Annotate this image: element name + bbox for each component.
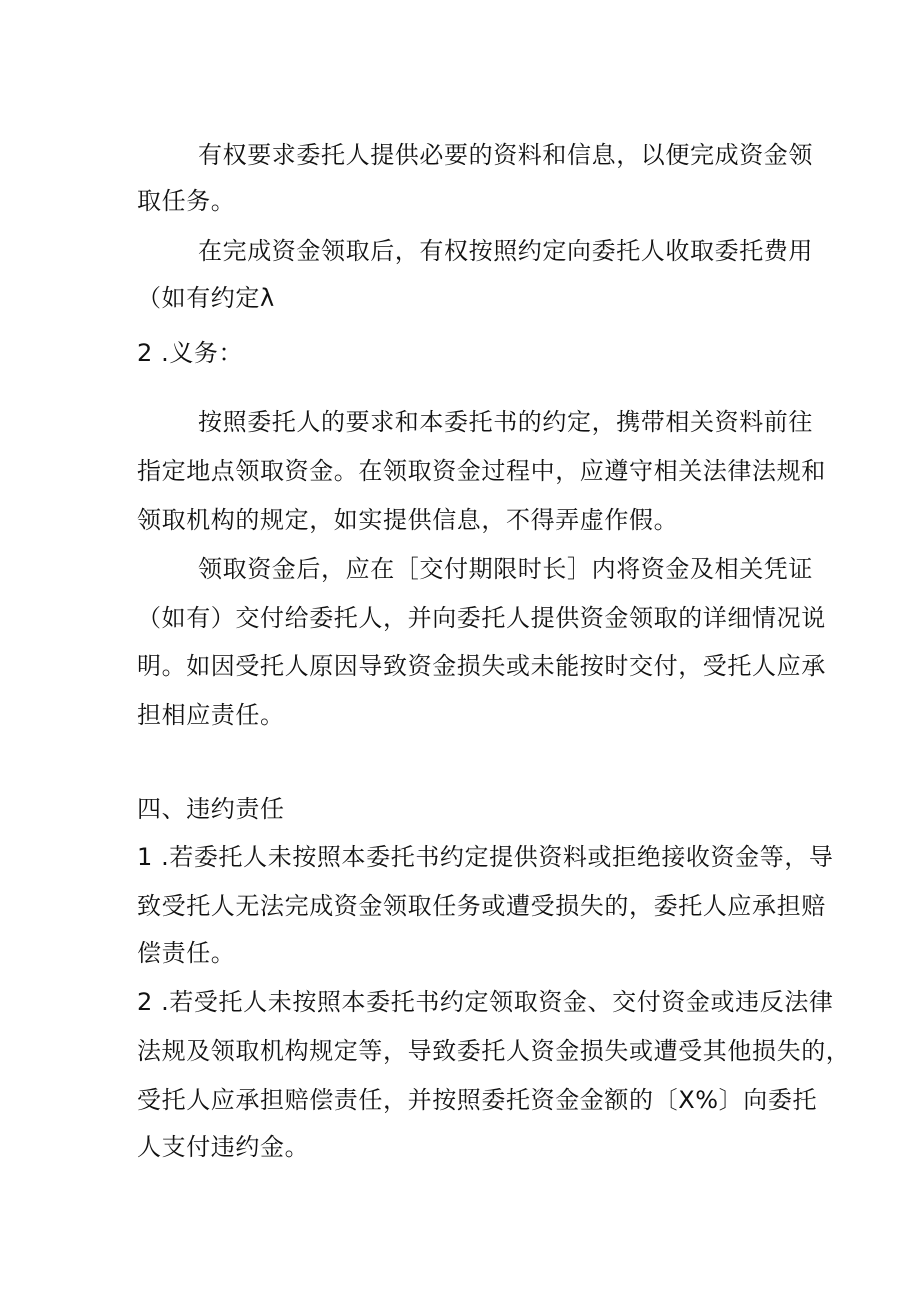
rights-p2-line-2: （如有约定λ [137, 284, 275, 312]
section4-item2-line-4: 人支付违约金。 [137, 1133, 310, 1161]
duties-p1-line-3: 领取机构的规定，如实提供信息，不得弄虚作假。 [137, 506, 679, 534]
rights-p2-line-1: 在完成资金领取后，有权按照约定向委托人收取委托费用 [198, 237, 813, 265]
section4-item1-line-1: 1 .若委托人未按照本委托书约定提供资料或拒绝接收资金等，导 [137, 843, 834, 871]
section4-heading: 四、违约责任 [137, 795, 285, 823]
duties-p1-line-1: 按照委托人的要求和本委托书的约定，携带相关资料前往 [198, 408, 813, 436]
section4-item2-line-1: 2 .若受托人未按照本委托书约定领取资金、交付资金或违反法律 [137, 988, 834, 1016]
rights-p1-line-2: 取任务。 [137, 187, 236, 215]
duties-p2-line-3: 明。如因受托人原因导致资金损失或未能按时交付，受托人应承 [137, 652, 826, 680]
duties-p2-line-2: （如有）交付给委托人，并向委托人提供资金领取的详细情况说 [137, 604, 826, 632]
section4-item2-line-2: 法规及领取机构规定等，导致委托人资金损失或遭受其他损失的， [137, 1037, 851, 1065]
duties-p2-line-4: 担相应责任。 [137, 701, 285, 729]
duties-p2-line-1: 领取资金后，应在［交付期限时长］内将资金及相关凭证 [198, 555, 813, 583]
duties-p1-line-2: 指定地点领取资金。在领取资金过程中，应遵守相关法律法规和 [137, 457, 826, 485]
duties-heading: 2 .义务： [137, 339, 244, 367]
section4-item2-line-3: 受托人应承担赔偿责任，并按照委托资金金额的〔X%〕向委托 [137, 1086, 818, 1114]
section4-item1-line-3: 偿责任。 [137, 939, 236, 967]
section4-item1-line-2: 致受托人无法完成资金领取任务或遭受损失的，委托人应承担赔 [137, 892, 826, 920]
rights-p1-line-1: 有权要求委托人提供必要的资料和信息，以便完成资金领 [198, 141, 813, 169]
